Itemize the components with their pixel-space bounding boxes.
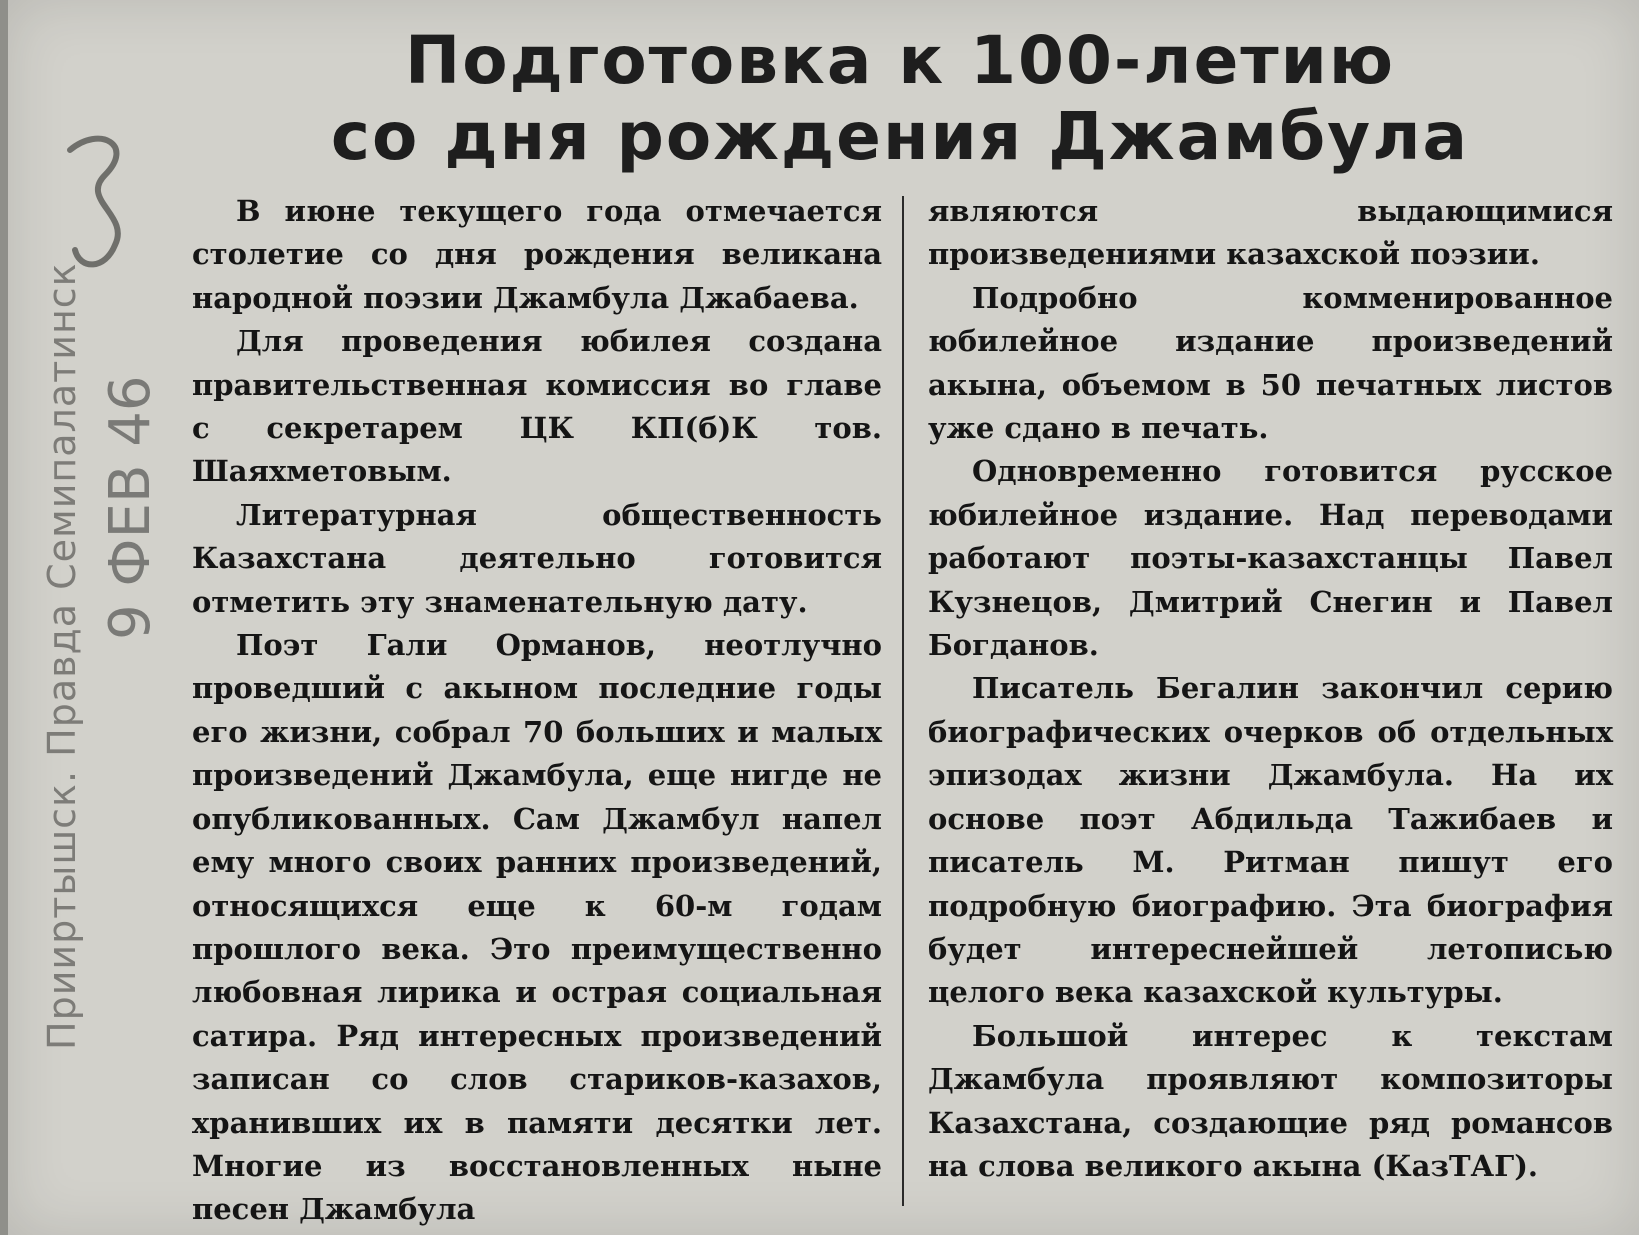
left-paragraph-2: Для проведения юбилея создана правительственная комиссия во главе с секретарем ЦК КП(б)К тов. Шаяхметовым. — [192, 324, 882, 489]
left-paragraph-3: Литературная общественность Казахстана деятельно готовится отметить эту знаменательную дату. — [192, 497, 882, 619]
headline-line-2: со дня рождения Джамбула — [330, 98, 1470, 175]
right-paragraph-5: Большой интерес к текстам Джамбула проявляют композиторы Казахстана, создающие ряд романсов на слова великого акына (КазТАГ). — [928, 1018, 1613, 1183]
column-divider — [902, 196, 904, 1206]
stamp-date: 9 ФЕВ 46 — [98, 375, 163, 640]
right-paragraph-4: Писатель Бегалин закончил серию биографических очерков об отдельных эпизодах жизни Джамбула. На их основе поэт Абдильда Тажибаев и писатель М. Ритман пишут его подробную биографию. Эта биография будет интереснейшей летописью целого века казахской культуры. — [928, 671, 1613, 1010]
right-paragraph-2: Подробно комменированное юбилейное издание произведений акына, объемом в 50 печатных листов уже сдано в печать. — [928, 280, 1613, 446]
left-paragraph-4: Поэт Гали Орманов, неотлучно проведший с акыном последние годы его жизни, собрал 70 больших и малых произведений Джамбула, еще нигде не опубликованных. Сам Джамбул напел ему много своих ранних произведений, относящихся еще к 60-м годам прошлого века. Это преимущественно любовная лирика и острая социальная сатира. Ряд интересных произведений записан со слов стариков-казахов, хранивших их в памяти десятки лет. Многие из восстановленных ныне песен Джамбула — [192, 628, 882, 1227]
left-paragraph-1: В июне текущего года отмечается столетие со дня рождения великана народной поэзии Джамбула Джабаева. — [192, 194, 882, 315]
headline-line-1: Подготовка к 100-летию — [404, 22, 1396, 99]
scan-edge — [0, 0, 8, 1235]
right-paragraph-3: Одновременно готовится русское юбилейное издание. Над переводами работают поэты-казахстанцы Павел Кузнецов, Дмитрий Снегин и Павел Богданов. — [928, 454, 1613, 663]
right-paragraph-1: являются выдающимися произведениями казахской поэзии. — [928, 194, 1613, 272]
stamp-source-text: Прииртышск. Правда Семипалатинск — [40, 262, 84, 1050]
article-column-left — [192, 190, 882, 1232]
article-column-right — [928, 190, 1613, 1188]
